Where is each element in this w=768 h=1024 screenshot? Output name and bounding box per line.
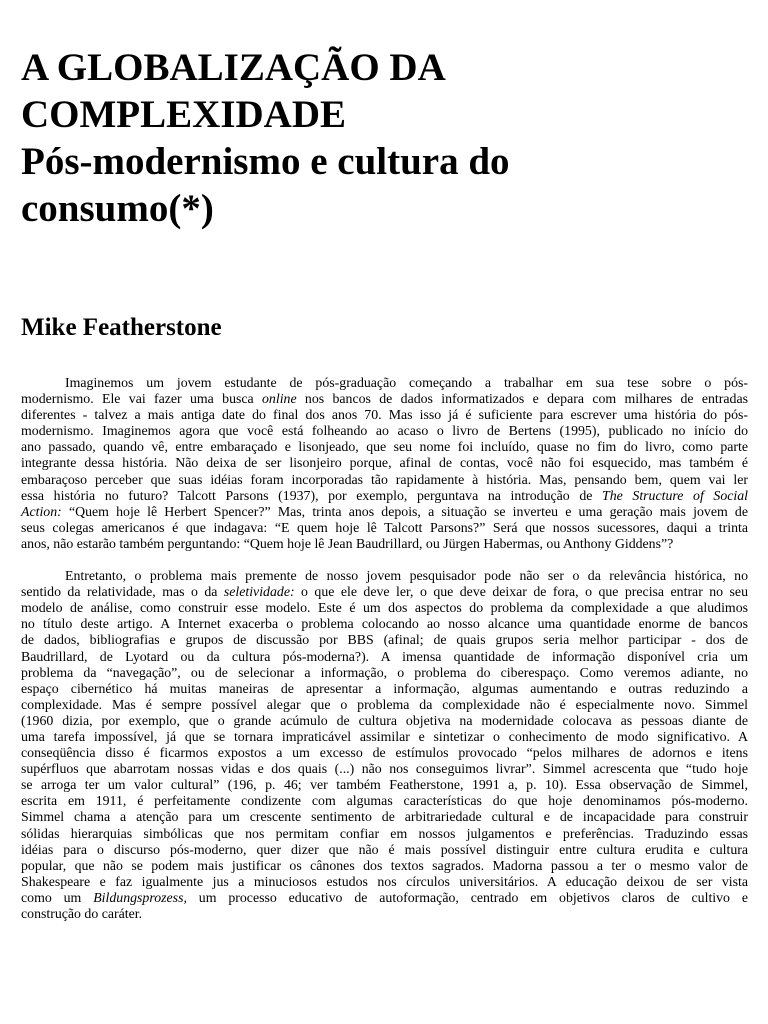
text-line — [21, 439, 748, 455]
text-run: essa história no futuro? Talcott Parsons (1937), por exemplo, perguntava na introdução de — [21, 487, 603, 503]
title-line-1: A GLOBALIZAÇÃO DA — [21, 46, 446, 89]
text-line — [21, 697, 748, 713]
text-run: nos bancos de dados informatizados e depara com milhares de entradas — [296, 391, 748, 407]
text-run: Imaginemos um jovem estudante de pós-graduação começando a trabalhar em sua tese sobre o pós- — [65, 375, 748, 390]
text-line — [21, 584, 748, 600]
text-line — [21, 793, 748, 809]
text-line — [21, 407, 748, 423]
text-line — [21, 906, 748, 922]
text-run: modelo de análise, como construir esse modelo. Este é um dos aspectos do problema da complexidade a que aludimos — [21, 600, 748, 616]
text-run: modernismo. Imaginemos agora que você está folheando ao acaso o livro de Bertens (1995), publicado no início do — [21, 423, 748, 439]
text-run: supérfluos que abarrotam nossas vidas e dos quais (...) não nos conseguimos livrar”. Simmel acrescenta que “tudo hoje — [21, 761, 748, 777]
text-line — [21, 616, 748, 632]
text-run: ano passado, quando vê, entre embaraçado e lisonjeado, que seu nome foi incluído, quase no fim do livro, como parte — [21, 439, 748, 455]
text-run: sólidas hierarquias simbólicas que nos permitam confiar em nossos julgamentos e preferências. Traduzindo essas — [21, 825, 748, 841]
text-run: integrante dessa história. Não deixa de ser lisonjeiro porque, afinal de contas, você não foi esquecido, mas também é — [21, 455, 748, 471]
text-line — [21, 423, 748, 439]
text-run: Shakespeare e faz igualmente jus a minuciosos estudos nos círculos universitários. A educação deixou de ser vista — [21, 873, 748, 889]
text-line — [21, 809, 748, 825]
italic-text: The Structure of Social — [602, 487, 749, 503]
text-run: anos, não estarão também perguntando: “Quem hoje lê Jean Baudrillard, ou Jürgen Habermas, ou Anthony Giddens”? — [21, 535, 674, 551]
text-line — [21, 488, 748, 504]
text-line — [21, 842, 748, 858]
text-run: escrita em 1911, é perfeitamente condizente com algumas características do que hoje denominamos pós-moderno. — [21, 793, 748, 809]
text-run: popular, que não se podem mais justificar os cânones dos textos sagrados. Madorna passou a ter o mesmo valor de — [21, 857, 748, 873]
text-run: seus colegas americanos é que indagava: “E quem hoje lê Talcott Parsons?” Será que nossos sucessores, daqui a trinta — [21, 519, 748, 535]
text-line — [21, 713, 748, 729]
text-run: (1960 dizia, por exemplo, que o grande acúmulo de cultura objetiva na modernidade colocava as pessoas diante de — [21, 712, 748, 728]
text-run: um processo educativo de autoformação, centrado em objetivos claros de cultivo e — [186, 889, 748, 905]
text-run: conseqüência disso é ficarmos expostos a um excesso de estímulos provocado “pelos milhares de adornos e itens — [21, 745, 748, 761]
paragraph-1 — [21, 375, 748, 552]
paragraph-spacer — [21, 552, 748, 568]
paragraph-2 — [21, 568, 748, 922]
document-title — [21, 44, 721, 232]
text-line — [21, 858, 748, 874]
text-line — [21, 375, 748, 391]
text-run: se arroga ter um valor cultural” (196, p. 46; ver também Featherstone, 1991 a, p. 10). Essa observação de Simmel, — [21, 777, 748, 793]
text-line — [21, 761, 748, 777]
subtitle-line-2: consumo(*) — [21, 187, 214, 230]
text-line — [21, 504, 748, 520]
italic-text: Bildungsprozess, — [93, 889, 187, 905]
text-line — [21, 520, 748, 536]
text-run: uma tarefa impossível, já que se tornara impraticável assimilar e sintetizar o conhecimento de modo significativo. A — [21, 728, 748, 744]
text-run: “Quem hoje lê Herbert Spencer?” Mas, trinta anos depois, a situação se inverteu e uma geração mais jovem de — [61, 503, 748, 519]
text-run: no título deste artigo. A Internet exacerba o problema colocando ao nosso alcance uma quantidade enorme de bancos — [21, 616, 748, 632]
italic-text: Action: — [21, 503, 62, 519]
text-line — [21, 568, 748, 584]
text-run: de dados, bibliografias e grupos de discussão por BBS (afinal; de quais grupos seria melhor participar - dos de — [21, 632, 748, 648]
text-line — [21, 826, 748, 842]
text-run: construção do caráter. — [21, 906, 143, 921]
italic-text: online — [262, 391, 297, 407]
text-run: sentido da relatividade, mas o da — [21, 584, 224, 600]
text-line — [21, 665, 748, 681]
text-run: espaço cibernético há muitas maneiras de apresentar a informação, algumas aumentando e outras reduzindo a — [21, 680, 748, 696]
text-run: diferentes - talvez a mais antiga date do final dos anos 70. Mas isso já é suficiente para escrever uma história do pós- — [21, 407, 748, 423]
text-line — [21, 455, 748, 471]
text-line — [21, 649, 748, 665]
text-line — [21, 681, 748, 697]
text-run: como um — [21, 889, 94, 905]
article-body — [21, 375, 748, 922]
text-line — [21, 777, 748, 793]
text-run: Baudrillard, de Lyotard ou da cultura pós-moderna?). A imensa quantidade de informação disponível cria um — [21, 648, 748, 664]
text-line — [21, 472, 748, 488]
text-run: problema da “navegação”, ou de selecionar a informação, o problema do ciberespaço. Como veremos adiante, no — [21, 664, 748, 680]
text-line — [21, 391, 748, 407]
text-run: Entretanto, o problema mais premente de nosso jovem pesquisador pode não ser o da relevância histórica, no — [65, 568, 748, 584]
author-name: Mike Featherstone — [21, 314, 222, 341]
text-run: o que ele deve ler, o que deve deixar de fora, o que precisa entrar no seu — [294, 584, 748, 600]
text-run: idéias para o discurso pós-moderno, quer dizer que não é mais possível distinguir entre cultura erudita e cultura — [21, 841, 748, 857]
text-line — [21, 745, 748, 761]
text-line — [21, 536, 748, 552]
text-run: modernismo. Ele vai fazer uma busca — [21, 391, 262, 407]
text-run: Simmel chama a atenção para um crescente sentimento de arbitrariedade cultural e de incapacidade para construir — [21, 809, 748, 825]
italic-text: seletividade: — [223, 584, 295, 600]
text-line — [21, 632, 748, 648]
text-line — [21, 874, 748, 890]
title-line-2: COMPLEXIDADE — [21, 93, 347, 136]
text-run: embaraçoso perceber que suas idéias foram incorporadas tão rapidamente à história. Mas, pensando bem, quem vai ler — [21, 471, 748, 487]
text-line — [21, 600, 748, 616]
text-line — [21, 890, 748, 906]
subtitle-line-1: Pós-modernismo e cultura do — [21, 140, 510, 183]
text-line — [21, 729, 748, 745]
text-run: complexidade. Mas é sempre possível alegar que o problema da complexidade não é especialmente novo. Simmel — [21, 696, 748, 712]
